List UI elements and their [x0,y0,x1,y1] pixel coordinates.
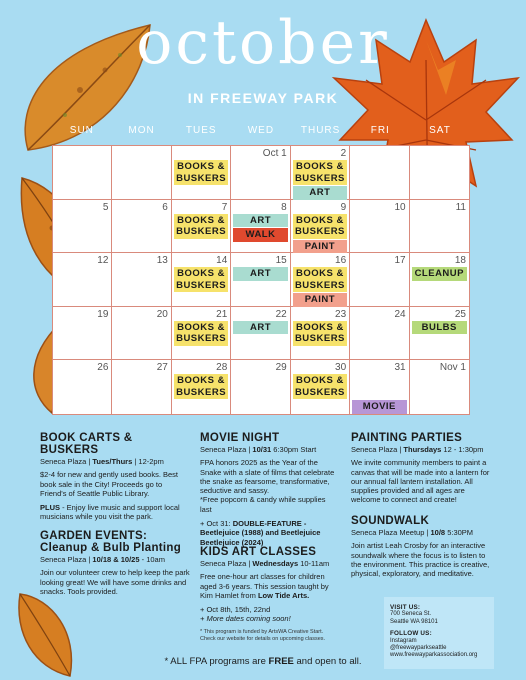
day-number: 26 [97,362,109,374]
event-tag-books: BOOKS & BUSKERS [174,160,228,185]
calendar-day-cell [350,253,409,307]
address-line-1: 700 Seneca St. [390,611,432,618]
website-link[interactable]: www.freewayparkassociation.org [390,652,478,659]
plus-text: - Enjoy live music and support local musicians while you visit the park. [40,503,180,522]
event-tag-art: ART [233,214,287,228]
footer-note [0,656,526,667]
calendar-day-cell [291,307,350,361]
event-tag-books: BOOKS & BUSKERS [293,160,347,185]
calendar-day-cell [172,200,231,254]
plus-label: PLUS [40,503,61,513]
dow-sun: SUN [69,125,94,136]
day-number: 19 [97,308,109,320]
feature-title: DOUBLE-FEATURE - Beetlejuice (1988) and Beetlejuice Beetlejuice (2024) [200,519,321,547]
day-number: 27 [156,362,168,374]
calendar-grid [52,145,470,415]
calendar-day-cell [53,360,112,414]
painting-parties-section [351,432,491,510]
instagram-handle[interactable]: @freewayparkseattle [390,645,447,652]
calendar-day-cell [410,146,469,200]
event-tag-books: BOOKS & BUSKERS [293,321,347,346]
meta-when: 10/18 & 10/25 [92,555,140,564]
meta-location: Seneca Plaza | [351,445,404,454]
book-carts-section [40,432,190,527]
day-number: 25 [454,308,466,320]
day-number: 23 [335,308,347,320]
calendar-day-cell [410,360,469,414]
meta-time: 6:30pm Start [271,445,317,454]
dow-mon: MON [128,125,155,136]
calendar-day-cell [172,146,231,200]
day-number: Oct 1 [262,148,287,159]
event-tags [174,214,228,239]
day-number: 31 [394,362,406,374]
address-line-2: Seattle WA 98101 [390,618,438,625]
meta-time: | 12-2pm [132,457,164,466]
meta-location: Seneca Plaza Meetup | [351,528,431,537]
day-number: 9 [340,201,347,213]
event-tag-art: ART [233,267,287,281]
calendar-day-cell [410,307,469,361]
section-meta [40,555,190,564]
event-tags [412,267,467,281]
event-tag-movie: MOVIE [352,400,406,414]
calendar-day-cell [112,200,171,254]
day-number: 16 [335,255,347,267]
visit-label: VISIT US: [390,604,421,611]
event-tag-paint: PAINT [293,293,347,307]
calendar-day-cell [53,307,112,361]
event-tag-books: BOOKS & BUSKERS [174,267,228,292]
event-tags [233,321,287,335]
section-description: Join artist Leah Crosby for an interactive soundwalk where the focus is to listen to the environment. This practice is creative, physical, exploratory, and meditative. [351,541,490,579]
meta-time: 12 - 1:30pm [441,445,484,454]
section-meta [40,457,190,466]
meta-when: Wednesdays [252,559,299,568]
section-plus [40,503,190,522]
day-number: 12 [97,255,109,267]
day-number: 13 [156,255,168,267]
section-description: We invite community members to paint a canvas that will be made into a lantern for our annual fall lantern installation. All supplies provided and all ages are welcome to connect and create! [351,458,490,505]
calendar-day-cell [231,360,290,414]
event-tag-walk: WALK [233,228,287,242]
event-tags [293,267,347,307]
day-number: 17 [394,255,406,267]
meta-when: Thursdays [403,445,442,454]
section-meta [351,445,491,454]
event-tag-cleanup: CLEANUP [412,267,467,281]
calendar-day-cell [291,360,350,414]
day-number: 21 [216,308,228,320]
event-tags [174,321,228,346]
day-number: 8 [281,201,287,213]
day-number: 22 [275,308,287,320]
calendar-day-cell [350,146,409,200]
event-tags [174,160,228,185]
calendar-day-cell [172,360,231,414]
day-number: 24 [394,308,406,320]
section-heading: KIDS ART CLASSES [200,546,317,558]
event-tag-books: BOOKS & BUSKERS [174,374,228,399]
section-meta [200,559,338,568]
event-tag-books: BOOKS & BUSKERS [174,321,228,346]
section-heading: SOUNDWALK [351,515,430,527]
day-number: 29 [275,362,287,374]
garden-events-section [40,530,190,601]
event-tags [293,321,347,346]
calendar-day-cell [53,200,112,254]
event-tags [174,267,228,292]
calendar-day-cell [231,307,290,361]
day-number: 28 [216,362,228,374]
calendar-day-cell [112,146,171,200]
calendar-day-cell [350,307,409,361]
section-heading: GARDEN EVENTS: [40,530,148,542]
day-number: 20 [156,308,168,320]
dow-tues: TUES [185,125,217,136]
day-number: 18 [454,255,466,267]
event-tags [412,321,467,335]
event-tag-books: BOOKS & BUSKERS [293,267,347,292]
event-tag-books: BOOKS & BUSKERS [293,214,347,239]
day-number: 30 [335,362,347,374]
section-description: FPA honors 2025 as the Year of the Snake with a slate of films that celebrate the snake as fearsome, transformative, seductive and sassy. [200,458,335,496]
section-meta [200,445,338,454]
dow-fri: FRI [370,125,390,136]
section-subheading: Cleanup & Bulb Planting [40,542,182,554]
class-dates: + Oct 8th, 15th, 22nd [200,605,271,615]
dow-sat: SAT [429,125,451,136]
meta-time: 10-11am [298,559,330,568]
event-tags [293,160,347,200]
meta-when: 10/8 [430,528,446,537]
day-number: 2 [340,148,347,159]
event-tags [233,214,287,242]
section-heading: PAINTING PARTIES [351,432,463,444]
section-heading: BOOK CARTS & BUSKERS [40,432,133,456]
calendar-day-cell [112,360,171,414]
meta-location: Seneca Plaza | [200,559,253,568]
calendar-day-cell [410,200,469,254]
event-tag-paint: PAINT [293,240,347,254]
calendar-day-cell [291,253,350,307]
calendar-day-cell [410,253,469,307]
calendar-day-cell [231,146,290,200]
day-number: 11 [455,201,466,213]
instagram-label: Instagram [390,637,417,644]
day-number: 5 [102,201,109,213]
meta-when: 10/31 [252,445,272,454]
more-dates: + More dates coming soon! [200,614,291,624]
event-tags [293,374,347,399]
page-title: october [136,8,390,78]
section-note: *Free popcorn & candy while supplies last [200,495,326,514]
event-tags [174,374,228,399]
section-description [200,572,338,600]
page-subtitle: IN FREEWAY PARK [187,90,339,106]
section-description: Join our volunteer crew to help keep the park looking great! We will have some drinks and snacks. Tools provided. [40,568,190,596]
calendar-day-cell [231,253,290,307]
meta-location: Seneca Plaza | [40,555,93,564]
soundwalk-section [351,515,491,583]
double-feature [200,519,338,547]
desc-text: Free one-hour art classes for children aged 3-6 years. This session taught by Kim Hamlet from [200,572,329,600]
meta-when: Tues/Thurs [92,457,133,466]
calendar-day-cell [291,146,350,200]
calendar-day-cell [112,307,171,361]
kids-art-section [200,546,338,643]
calendar-day-cell [172,307,231,361]
event-tag-art: ART [293,186,347,200]
calendar-day-cell [291,200,350,254]
meta-location: Seneca Plaza | [40,457,93,466]
day-number: 14 [216,255,228,267]
calendar-day-cell [350,200,409,254]
day-number: Nov 1 [439,362,466,374]
follow-label: FOLLOW US: [390,630,432,638]
days-of-week-header [52,125,470,136]
footer-free: FREE [268,656,294,667]
event-tag-books: BOOKS & BUSKERS [293,374,347,399]
movie-night-section [200,432,338,552]
day-number: 10 [394,201,406,213]
event-tag-bulbs: BULBS [412,321,467,335]
section-heading: MOVIE NIGHT [200,432,280,444]
meta-time: 5:30PM [445,528,474,537]
dow-wed: WED [247,125,275,136]
meta-time: - 10am [139,555,165,564]
calendar-day-cell [172,253,231,307]
dow-thurs: THURS [300,125,341,136]
section-description: $2-4 for new and gently used books. Best book sale in the City! Proceeds go to Friend's of Seattle Public Library. [40,470,179,498]
event-tags [352,374,406,414]
day-number: 15 [275,255,287,267]
event-tag-books: BOOKS & BUSKERS [174,214,228,239]
event-tags [233,267,287,281]
calendar-day-cell [112,253,171,307]
meta-location: Seneca Plaza | [200,445,253,454]
event-tag-art: ART [233,321,287,335]
section-meta [351,528,491,537]
calendar-day-cell [53,253,112,307]
day-number: 6 [162,201,168,213]
event-tags [293,214,347,254]
footer-pre: * ALL FPA programs are [164,656,269,667]
calendar-day-cell [53,146,112,200]
footer-post: and open to all. [293,656,362,667]
feature-prefix: + Oct 31: [200,519,233,529]
calendar-day-cell [231,200,290,254]
calendar-day-cell [350,360,409,414]
teacher-org: Low Tide Arts. [257,590,310,600]
funding-note: * This program is funded by ArtsWA Creative Start. Check our website for details on upcoming classes. [200,628,326,642]
day-number: 7 [221,201,228,213]
